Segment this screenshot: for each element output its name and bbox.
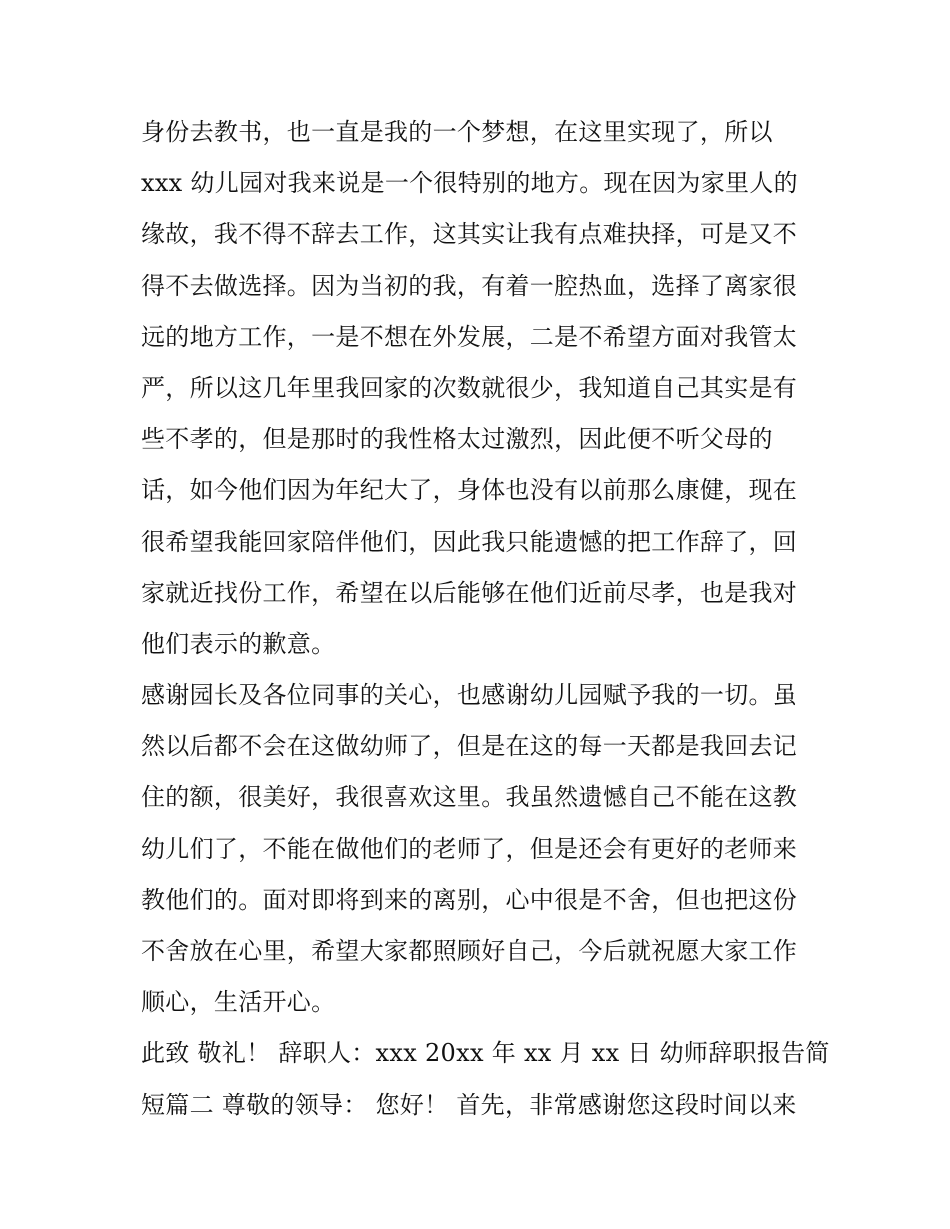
text-line: 然以后都不会在这做幼师了，但是在这的每一天都是我回去记 (141, 732, 798, 761)
text-line: 身份去教书，也一直是我的一个梦想，在这里实现了，所以 (141, 118, 773, 146)
text-line: 短篇二 尊敬的领导： 您好！ 首先，非常感谢您这段时间以来 (141, 1090, 797, 1119)
text-line: 话，如今他们因为年纪大了，身体也没有以前那么康健，现在 (141, 476, 798, 505)
text-line: 他们表示的歉意。 (141, 629, 336, 658)
text-line: 很希望我能回家陪伴他们，因此我只能遗憾的把工作辞了，回 (141, 527, 798, 556)
text-line: xxx 幼儿园对我来说是一个很特别的地方。现在因为家里人的 (141, 169, 798, 198)
text-line: 教他们的。面对即将到来的离别，心中很是不舍，但也把这份 (141, 885, 798, 914)
body-text (141, 107, 830, 1131)
text-line: 严，所以这几年里我回家的次数就很少，我知道自己其实是有 (141, 373, 798, 402)
text-line: 幼儿们了，不能在做他们的老师了，但是还会有更好的老师来 (141, 834, 798, 863)
text-line: 家就近找份工作，希望在以后能够在他们近前尽孝，也是我对 (141, 578, 798, 607)
text-line: 顺心，生活开心。 (141, 988, 336, 1017)
text-line: 住的额，很美好，我很喜欢这里。我虽然遗憾自己不能在这教 (141, 783, 798, 812)
text-line: 得不去做选择。因为当初的我，有着一腔热血，选择了离家很 (141, 271, 798, 300)
text-line: 不舍放在心里，希望大家都照顾好自己，今后就祝愿大家工作 (141, 937, 798, 965)
text-line: 感谢园长及各位同事的关心，也感谢幼儿园赋予我的一切。虽 (141, 681, 798, 710)
text-line: 些不孝的，但是那时的我性格太过激烈，因此便不听父母的 (141, 425, 773, 454)
text-line: 缘故，我不得不辞去工作，这其实让我有点难抉择，可是又不 (141, 220, 798, 249)
text-line: 此致 敬礼！ 辞职人：xxx 20xx 年 xx 月 xx 日 幼师辞职报告简 (141, 1039, 830, 1068)
text-line: 远的地方工作，一是不想在外发展，二是不希望方面对我管太 (141, 322, 798, 351)
